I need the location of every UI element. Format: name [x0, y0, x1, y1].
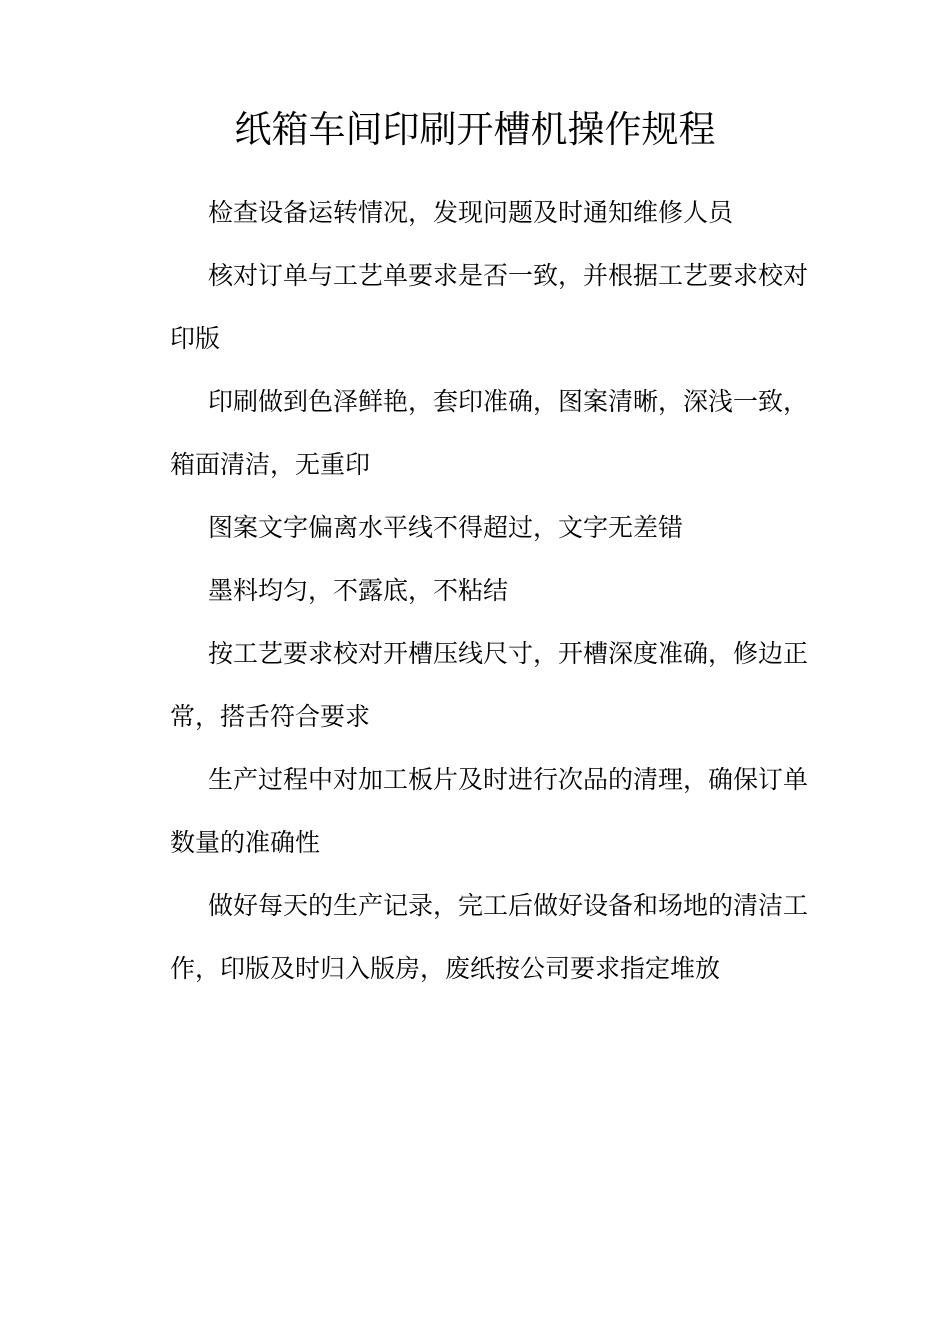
paragraph-6: 按工艺要求校对开槽压线尺寸，开槽深度准确，修边正常，搭舌符合要求 — [170, 639, 809, 731]
paragraph-3: 印刷做到色泽鲜艳，套印准确，图案清晰，深浅一致，箱面清洁，无重印 — [170, 387, 809, 479]
paragraph-1: 检查设备运转情况，发现问题及时通知维修人员 — [208, 198, 734, 227]
paragraph-8: 做好每天的生产记录，完工后做好设备和场地的清洁工作，印版及时归入版房，废纸按公司要求指定堆放 — [170, 891, 809, 983]
document-body — [170, 181, 810, 1000]
paragraph-4: 图案文字偏离水平线不得超过，文字无差错 — [208, 513, 684, 542]
document-title: 纸箱车间印刷开槽机操作规程 — [234, 108, 716, 151]
paragraph-7: 生产过程中对加工板片及时进行次品的清理，确保订单数量的准确性 — [170, 765, 809, 857]
paragraph-2: 核对订单与工艺单要求是否一致，并根据工艺要求校对印版 — [170, 261, 809, 353]
paragraph-5: 墨料均匀，不露底，不粘结 — [208, 576, 509, 605]
